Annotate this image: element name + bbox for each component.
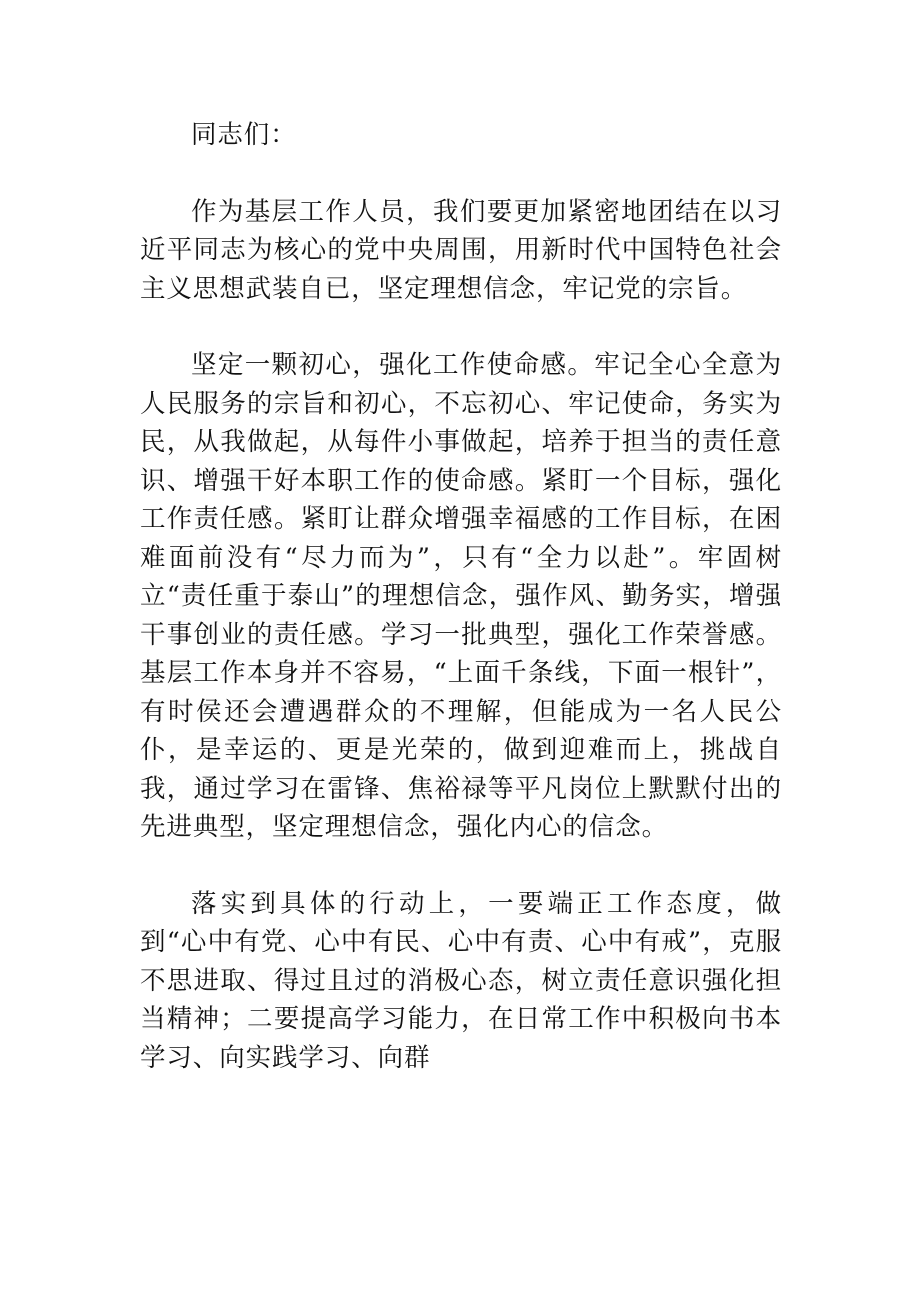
salutation: 同志们： bbox=[191, 120, 297, 150]
paragraph-2: 坚定一颗初心，强化工作使命感。牢记全心全意为人民服务的宗旨和初心，不忘初心、牢记使命，务实为民，从我做起，从每件小事做起，培养于担当的责任意识、增强干好本职工作的使命感。紧盯一个目标，强化工作责任感。紧盯让群众增强幸福感的工作目标，在困难面前没有“尽力而为”，只有“全力以赴”。牢固树立“责任重于泰山”的理想信念，强作风、勤务实，增强干事创业的责任感。学习一批典型，强化工作荣誉感。基层工作本身并不容易，“上面千条线，下面一根针”，有时侯还会遭遇群众的不理解，但能成为一名人民公仆，是幸运的、更是光荣的，做到迎难而上，挑战自我，通过学习在雷锋、焦裕禄等平凡岗位上默默付出的先进典型，坚定理想信念，强化内心的信念。 bbox=[140, 350, 782, 842]
document-body bbox=[140, 116, 782, 1077]
paragraph-3: 落实到具体的行动上，一要端正工作态度，做到“心中有党、心中有民、心中有责、心中有戒”，克服不思进取、得过且过的消极心态，树立责任意识强化担当精神；二要提高学习能力，在日常工作中积极向书本学习、向实践学习、向群 bbox=[140, 888, 782, 1073]
paragraph-1: 作为基层工作人员，我们要更加紧密地团结在以习近平同志为核心的党中央周围，用新时代中国特色社会主义思想武装自已，坚定理想信念，牢记党的宗旨。 bbox=[140, 196, 782, 304]
